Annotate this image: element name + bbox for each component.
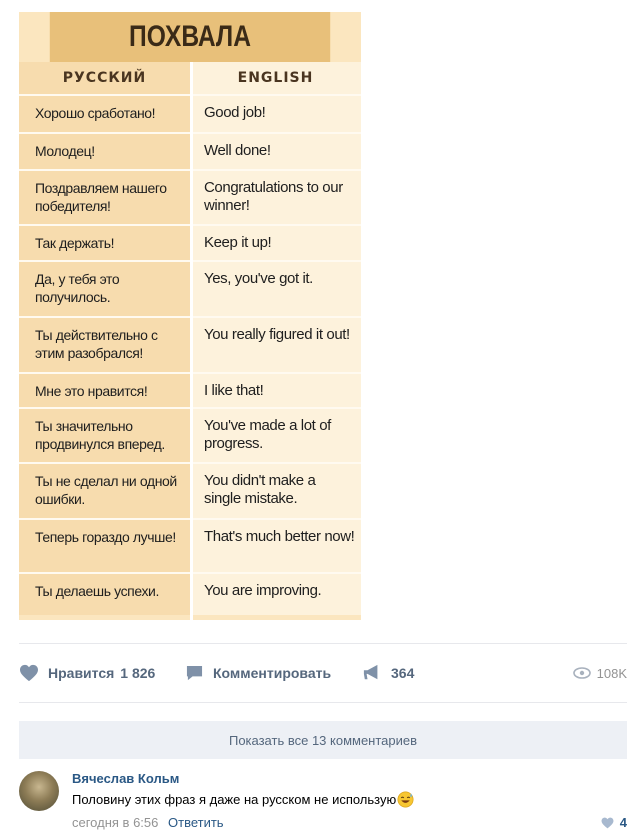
like-button[interactable]: [19, 660, 155, 686]
praise-infographic[interactable]: [19, 12, 361, 620]
comment-like-count: 4: [619, 815, 627, 830]
heart-icon: [601, 817, 614, 829]
comment-button[interactable]: [185, 660, 331, 686]
phrase-russian: Молодец!: [19, 134, 190, 169]
column-divider: [190, 62, 193, 620]
phrase-russian: Ты значительно продвинулся вперед.: [19, 409, 190, 462]
phrase-english: You've made a lot of progress.: [190, 409, 361, 462]
views-counter: [573, 660, 627, 686]
phrase-russian: Так держать!: [19, 226, 190, 260]
comment-like-button[interactable]: [601, 815, 627, 830]
phrase-russian: Ты делаешь успехи.: [19, 574, 190, 615]
like-label: Нравится: [48, 665, 115, 681]
phrase-english: Good job!: [190, 96, 361, 132]
divider: [19, 702, 627, 703]
comment-label: Комментировать: [213, 665, 332, 681]
phrase-english: You really figured it out!: [190, 318, 361, 372]
phrase-russian: Хорошо сработано!: [19, 96, 190, 132]
views-count: 108K: [596, 665, 627, 681]
divider: [19, 643, 627, 644]
like-count: 1 826: [120, 665, 156, 681]
phrase-russian: Ты действительно с этим разобрался!: [19, 318, 190, 372]
megaphone-icon: [362, 664, 382, 682]
column-header-russian: РУССКИЙ: [19, 62, 190, 94]
avatar[interactable]: [19, 771, 59, 811]
phrase-english: You didn't make a single mistake.: [190, 464, 361, 518]
comment-meta: [72, 815, 224, 830]
phrase-english: You are improving.: [190, 574, 361, 615]
column-header-english: ENGLISH: [190, 62, 361, 94]
share-button[interactable]: [362, 660, 414, 686]
share-count: 364: [391, 665, 415, 681]
phrase-russian: Теперь гораздо лучше!: [19, 520, 190, 572]
post-actions: [19, 660, 627, 686]
infographic-title: ПОХВАЛА: [50, 12, 330, 62]
comment-timestamp[interactable]: сегодня в 6:56: [72, 815, 159, 830]
phrase-russian: Да, у тебя это получилось.: [19, 262, 190, 316]
phrase-english: Yes, you've got it.: [190, 262, 361, 316]
phrase-russian: Поздравляем нашего победителя!: [19, 171, 190, 224]
phrase-english: I like that!: [190, 374, 361, 407]
heart-icon: [19, 664, 39, 682]
phrase-english: Well done!: [190, 134, 361, 169]
comment-author[interactable]: Вячеслав Кольм: [72, 771, 180, 786]
eye-icon: [573, 667, 591, 679]
sweat-smile-emoji-icon: [397, 791, 414, 808]
phrase-russian: Мне это нравится!: [19, 374, 190, 407]
comment-body: [72, 791, 414, 808]
comment-text: Половину этих фраз я даже на русском не использую: [72, 792, 397, 807]
phrase-russian: Ты не сделал ни одной ошибки.: [19, 464, 190, 518]
reply-button[interactable]: Ответить: [168, 815, 224, 830]
phrase-english: Keep it up!: [190, 226, 361, 260]
phrase-english: That's much better now!: [190, 520, 361, 572]
show-all-comments-button[interactable]: Показать все 13 комментариев: [19, 721, 627, 759]
comment-icon: [185, 665, 204, 682]
phrase-english: Congratulations to our winner!: [190, 171, 361, 224]
